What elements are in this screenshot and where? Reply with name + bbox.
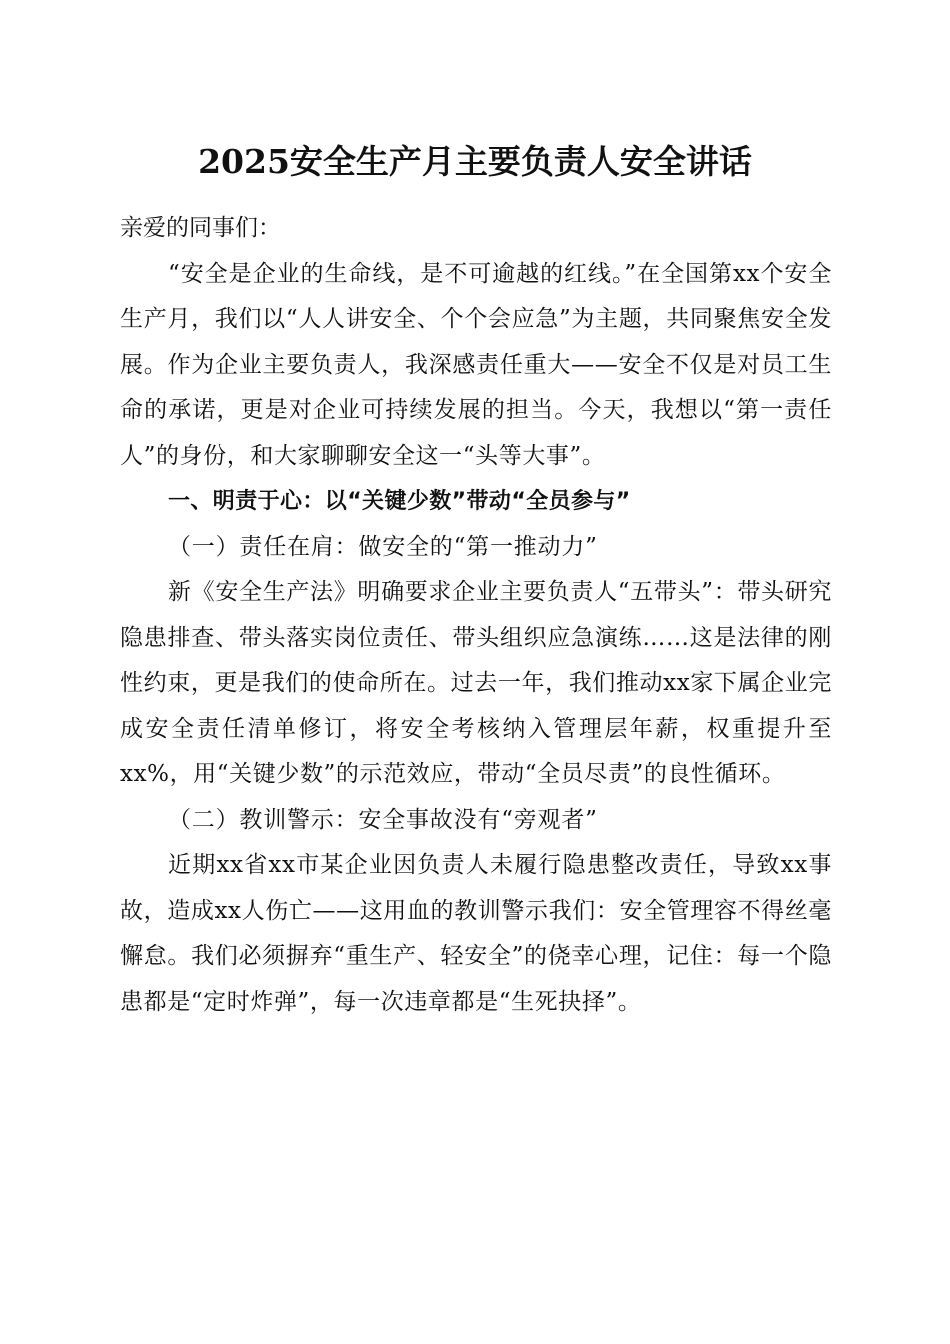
subsection-1-paragraph: 新《安全生产法》明确要求企业主要负责人“五带头”：带头研究隐患排查、带头落实岗位责任、带头组织应急演练……这是法律的刚性约束，更是我们的使命所在。过去一年，我们推动xx家下属企业完成安全责任清单修订，将安全考核纳入管理层年薪，权重提升至xx%，用“关键少数”的示范效应，带动“全员尽责”的良性循环。 [120, 579, 832, 787]
subsection-heading-1: （一）责任在肩：做安全的“第一推动力” [168, 533, 598, 560]
subsection-heading-2: （二）教训警示：安全事故没有“旁观者” [168, 806, 598, 833]
intro-paragraph: “安全是企业的生命线，是不可逾越的红线。”在全国第xx个安全生产月，我们以“人人讲安全、个个会应急”为主题，共同聚焦安全发展。作为企业主要负责人，我深感责任重大——安全不仅是对员工生命的承诺，更是对企业可持续发展的担当。今天，我想以“第一责任人”的身份，和大家聊聊安全这一“头等大事”。 [120, 260, 832, 469]
subsection-2-paragraph: 近期xx省xx市某企业因负责人未履行隐患整改责任，导致xx事故，造成xx人伤亡——这用血的教训警示我们：安全管理容不得丝毫懈怠。我们必须摒弃“重生产、轻安全”的侥幸心理，记住：每一个隐患都是“定时炸弹”，每一次违章都是“生死抉择”。 [120, 852, 832, 1015]
document-body [120, 206, 832, 1025]
greeting: 亲爱的同事们： [120, 215, 281, 241]
section-heading-1: 一、明责于心：以“关键少数”带动“全员参与” [168, 489, 631, 514]
document-title: 2025安全生产月主要负责人安全讲话 [198, 142, 752, 181]
